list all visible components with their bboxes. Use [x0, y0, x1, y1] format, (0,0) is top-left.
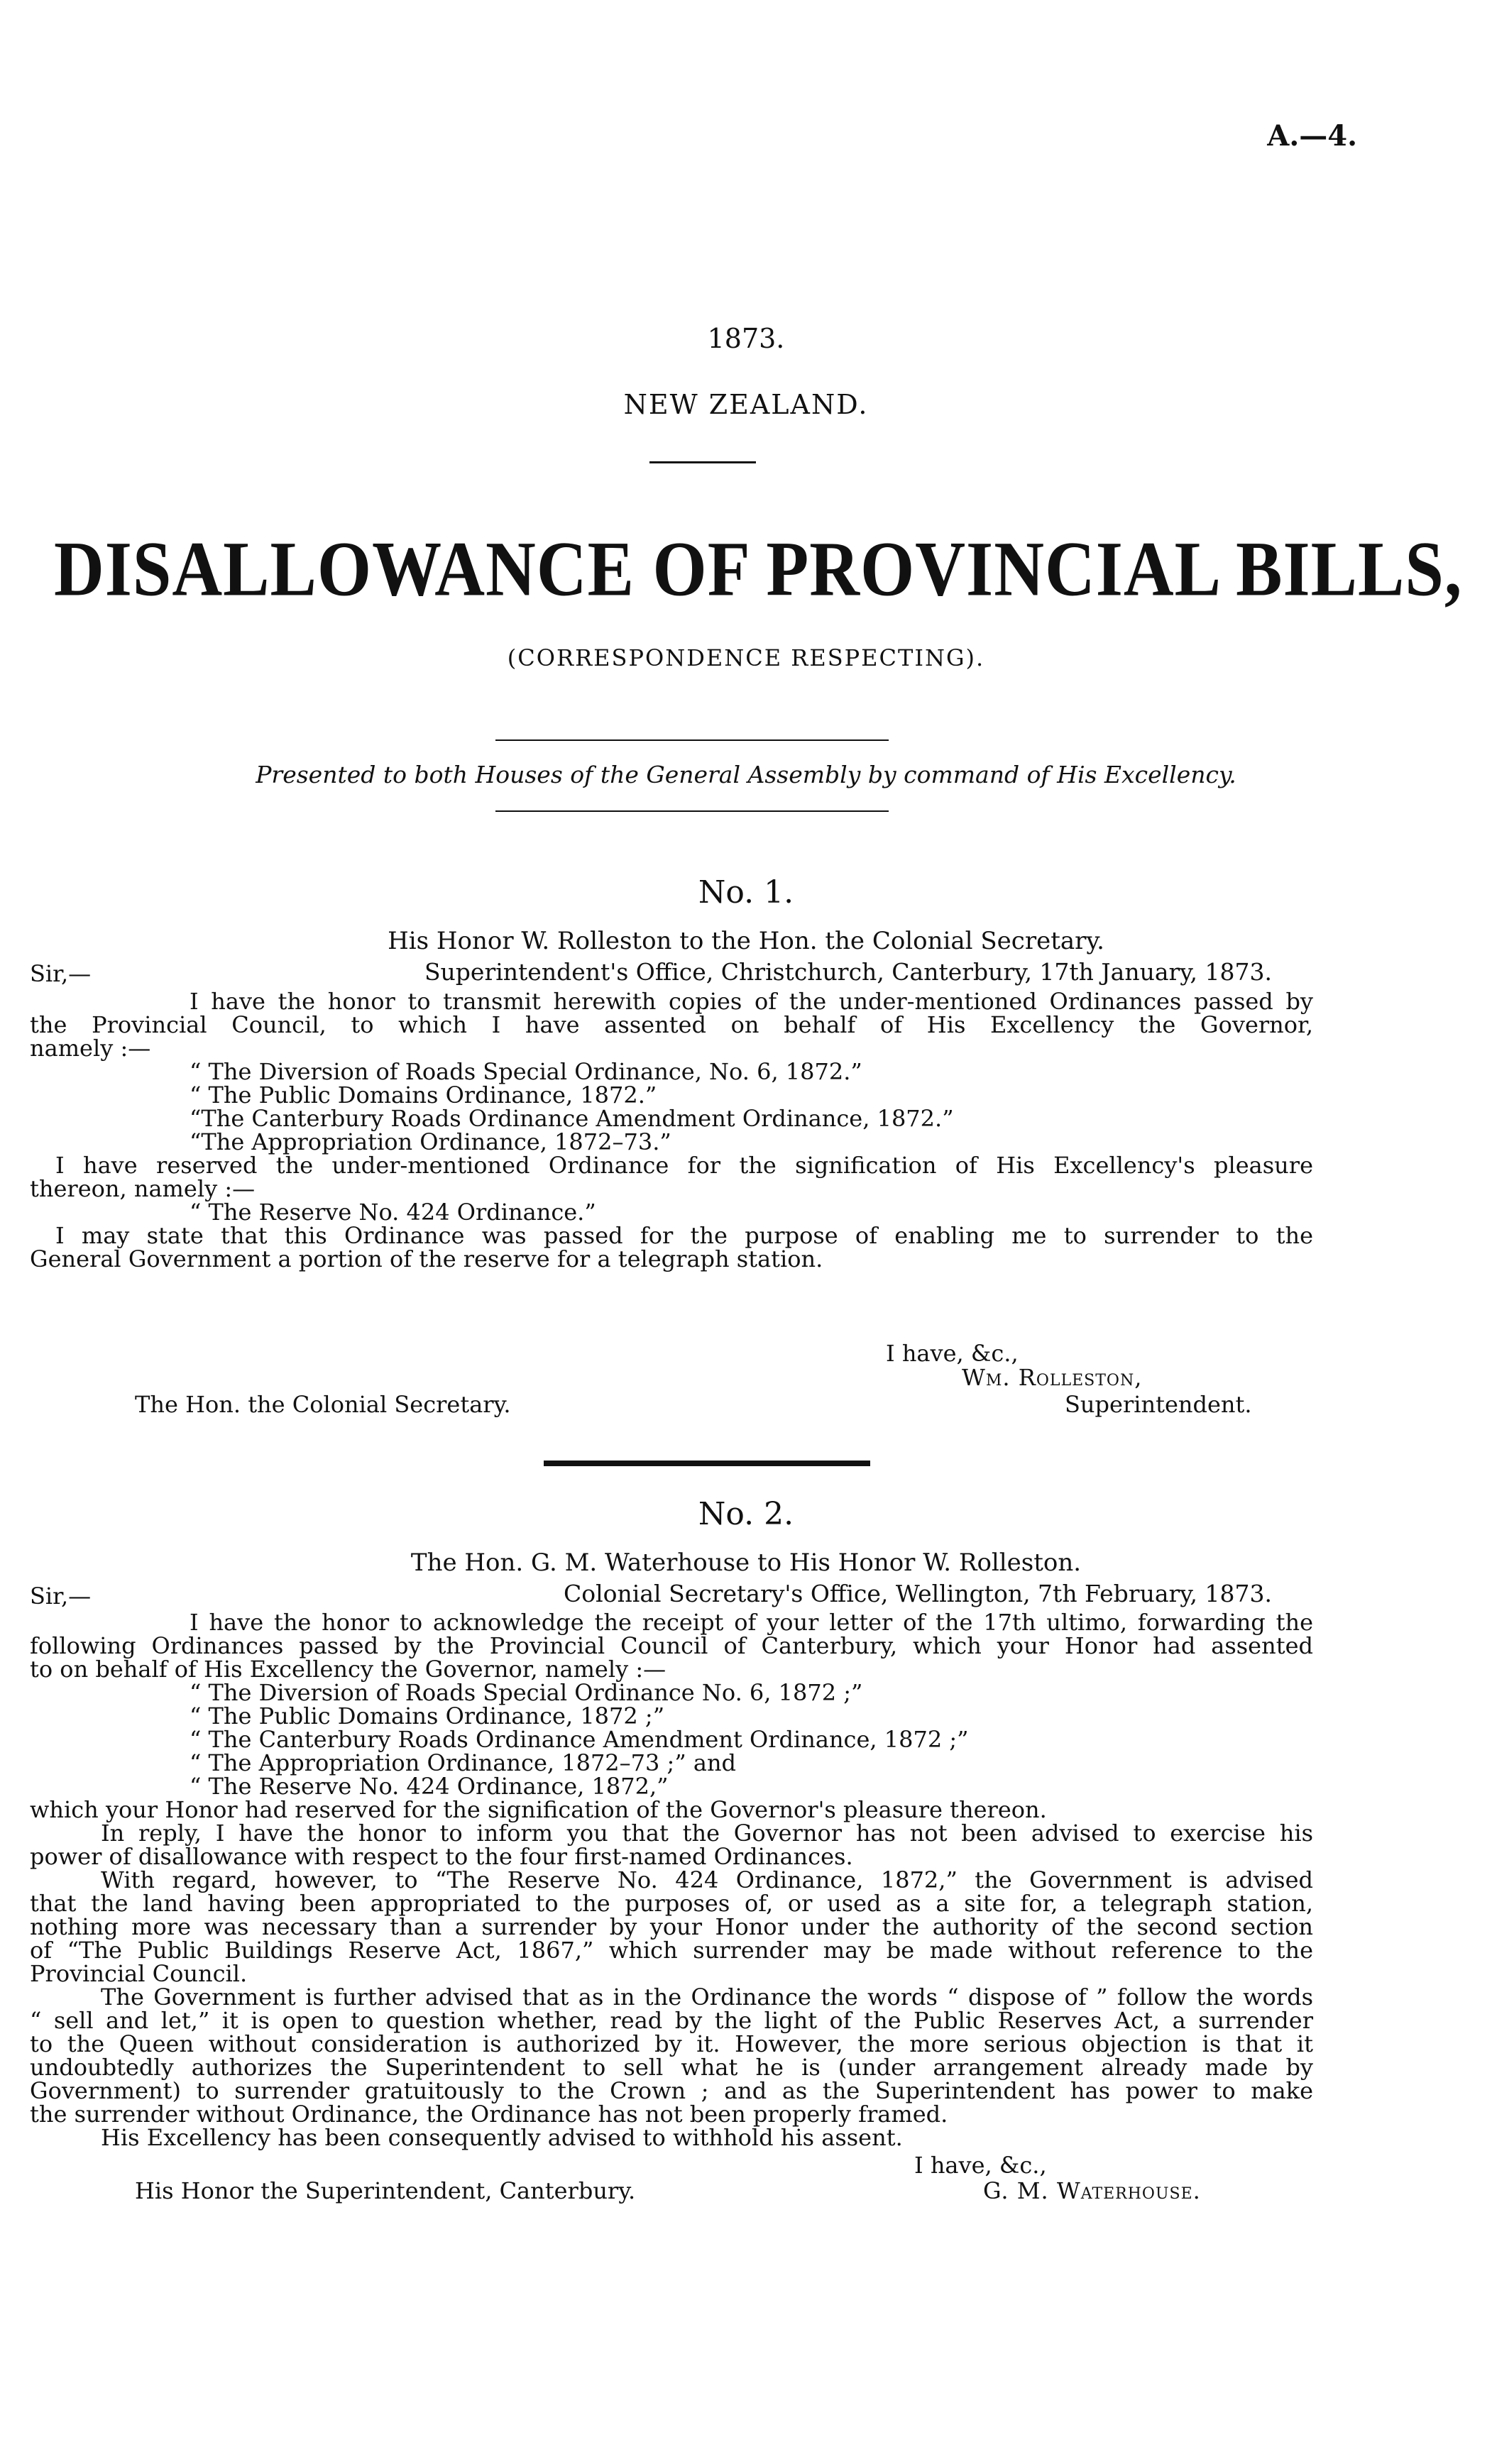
letter1-p1-line3: namely :—: [30, 1035, 151, 1062]
letter2-p1-end: which your Honor had reserved for the signification of the Governor's pleasure thereon.: [30, 1796, 1047, 1823]
letter1-p3-line2: General Government a portion of the reserve for a telegraph station.: [30, 1245, 823, 1272]
letter1-reserved-ordinance: “ The Reserve No. 424 Ordinance.”: [190, 1199, 596, 1226]
letter1-p3-line1: I may state that this Ordinance was passed for the purpose of enabling me to surrender to the: [55, 1222, 1313, 1249]
letter1-addressee: The Hon. the Colonial Secretary.: [135, 1391, 511, 1418]
letter1-ordinance: “The Canterbury Roads Ordinance Amendment Ordinance, 1872.”: [190, 1105, 954, 1132]
letter2-p4-line3: to the Queen without consideration is authorized by it. However, the more serious objection is that it: [30, 2030, 1313, 2057]
letter2-ordinance: “ The Appropriation Ordinance, 1872–73 ;” and: [190, 1749, 737, 1776]
letter2-p3-line5: Provincial Council.: [30, 1960, 248, 1987]
letter2-p2-line2: power of disallowance with respect to the four first-named Ordinances.: [30, 1843, 853, 1870]
letter2-signature: G. M. Waterhouse.: [983, 2177, 1201, 2204]
letter2-p3-line1: With regard, however, to “The Reserve No. 424 Ordinance, 1872,” the Government is advised: [101, 1866, 1313, 1893]
presented-rule-bottom: [495, 810, 889, 812]
letter2-salutation: Sir,—: [30, 1583, 92, 1610]
letter1-ordinance: “ The Diversion of Roads Special Ordinance, No. 6, 1872.”: [190, 1058, 862, 1085]
letter1-p1-line1: I have the honor to transmit herewith copies of the under-mentioned Ordinances passed by: [190, 988, 1313, 1015]
letter1-closing: I have, &c.,: [886, 1340, 1019, 1367]
letter2-p1-line2: following Ordinances passed by the Provincial Council of Canterbury, which your Honor had assented: [30, 1632, 1313, 1659]
letter1-from-to: His Honor W. Rolleston to the Hon. the Colonial Secretary.: [388, 927, 1104, 955]
letter2-addressee: His Honor the Superintendent, Canterbury.: [135, 2177, 636, 2204]
letter1-p1-line2: the Provincial Council, to which I have assented on behalf of His Excellency the Governor,: [30, 1011, 1313, 1038]
letter1-signature: Wm. Rolleston,: [962, 1364, 1143, 1391]
letter1-p2-line1: I have reserved the under-mentioned Ordinance for the signification of His Excellency's pleasure: [55, 1152, 1313, 1179]
presented-line: Presented to both Houses of the General Assembly by command of His Excellency.: [256, 761, 1236, 788]
letter2-ordinance: “ The Public Domains Ordinance, 1872 ;”: [190, 1703, 665, 1729]
letter2-p2-line1: In reply, I have the honor to inform you that the Governor has not been advised to exercise his: [101, 1820, 1313, 1847]
letter2-from-to: The Hon. G. M. Waterhouse to His Honor W. Rolleston.: [410, 1549, 1082, 1577]
letter2-p4-line5: Government) to surrender gratuitously to the Crown ; and as the Superintendent has power to make: [30, 2077, 1313, 2104]
letter1-ordinance: “The Appropriation Ordinance, 1872–73.”: [190, 1128, 671, 1155]
letter2-p1-line1: I have the honor to acknowledge the receipt of your letter of the 17th ultimo, forwarding the: [190, 1609, 1313, 1636]
paper-code: A.—4.: [1267, 119, 1357, 153]
letter1-salutation: Sir,—: [30, 960, 92, 987]
letter-separator: [544, 1461, 870, 1466]
letter2-p4-line1: The Government is further advised that as in the Ordinance the words “ dispose of ” follow the words: [101, 1984, 1313, 2011]
page-subtitle: (CORRESPONDENCE RESPECTING).: [507, 644, 985, 671]
year: 1873.: [707, 323, 785, 354]
presented-rule-top: [495, 739, 889, 741]
letter2-closing: I have, &c.,: [914, 2152, 1047, 2179]
letter2-p3-line3: nothing more was necessary than a surrender by your Honor under the authority of the second section: [30, 1913, 1313, 1940]
letter2-number: No. 2.: [698, 1496, 794, 1532]
letter2-ordinance: “ The Diversion of Roads Special Ordinance No. 6, 1872 ;”: [190, 1679, 863, 1706]
letter1-body: [30, 990, 1313, 1271]
letter2-address: Colonial Secretary's Office, Wellington, 7th February, 1873.: [564, 1580, 1272, 1607]
letter2-p4-line4: undoubtedly authorizes the Superintendent to sell what he is (under arrangement already made by: [30, 2054, 1313, 2081]
header-rule: [649, 461, 756, 463]
letter2-p1-line3: to on behalf of His Excellency the Governor, namely :—: [30, 1656, 667, 1683]
letter1-p2-line2: thereon, namely :—: [30, 1175, 256, 1202]
letter2-p3-line4: of “The Public Buildings Reserve Act, 1867,” which surrender may be made without reference to the: [30, 1937, 1313, 1964]
letter2-ordinance: “ The Reserve No. 424 Ordinance, 1872,”: [190, 1773, 669, 1800]
letter2-p4-line6: the surrender without Ordinance, the Ordinance has not been properly framed.: [30, 2101, 948, 2128]
letter1-ordinance: “ The Public Domains Ordinance, 1872.”: [190, 1082, 657, 1109]
letter2-p4-line2: “ sell and let,” it is open to question whether, read by the light of the Public Reserves Act, a surrender: [30, 2007, 1313, 2034]
letter1-number: No. 1.: [698, 874, 794, 911]
letter1-signature-title: Superintendent.: [1065, 1391, 1252, 1418]
letter2-ordinance: “ The Canterbury Roads Ordinance Amendment Ordinance, 1872 ;”: [190, 1726, 969, 1753]
letter2-p5-line1: His Excellency has been consequently advised to withhold his assent.: [101, 2124, 903, 2151]
country: NEW ZEALAND.: [623, 389, 869, 420]
letter1-address: Superintendent's Office, Christchurch, Canterbury, 17th January, 1873.: [424, 958, 1272, 986]
letter2-body: [30, 1611, 1313, 2150]
page-title: DISALLOWANCE OF PROVINCIAL BILLS,: [54, 527, 1463, 613]
letter2-p3-line2: that the land having been appropriated to the purposes of, or used as a site for, a telegraph station,: [30, 1890, 1313, 1917]
